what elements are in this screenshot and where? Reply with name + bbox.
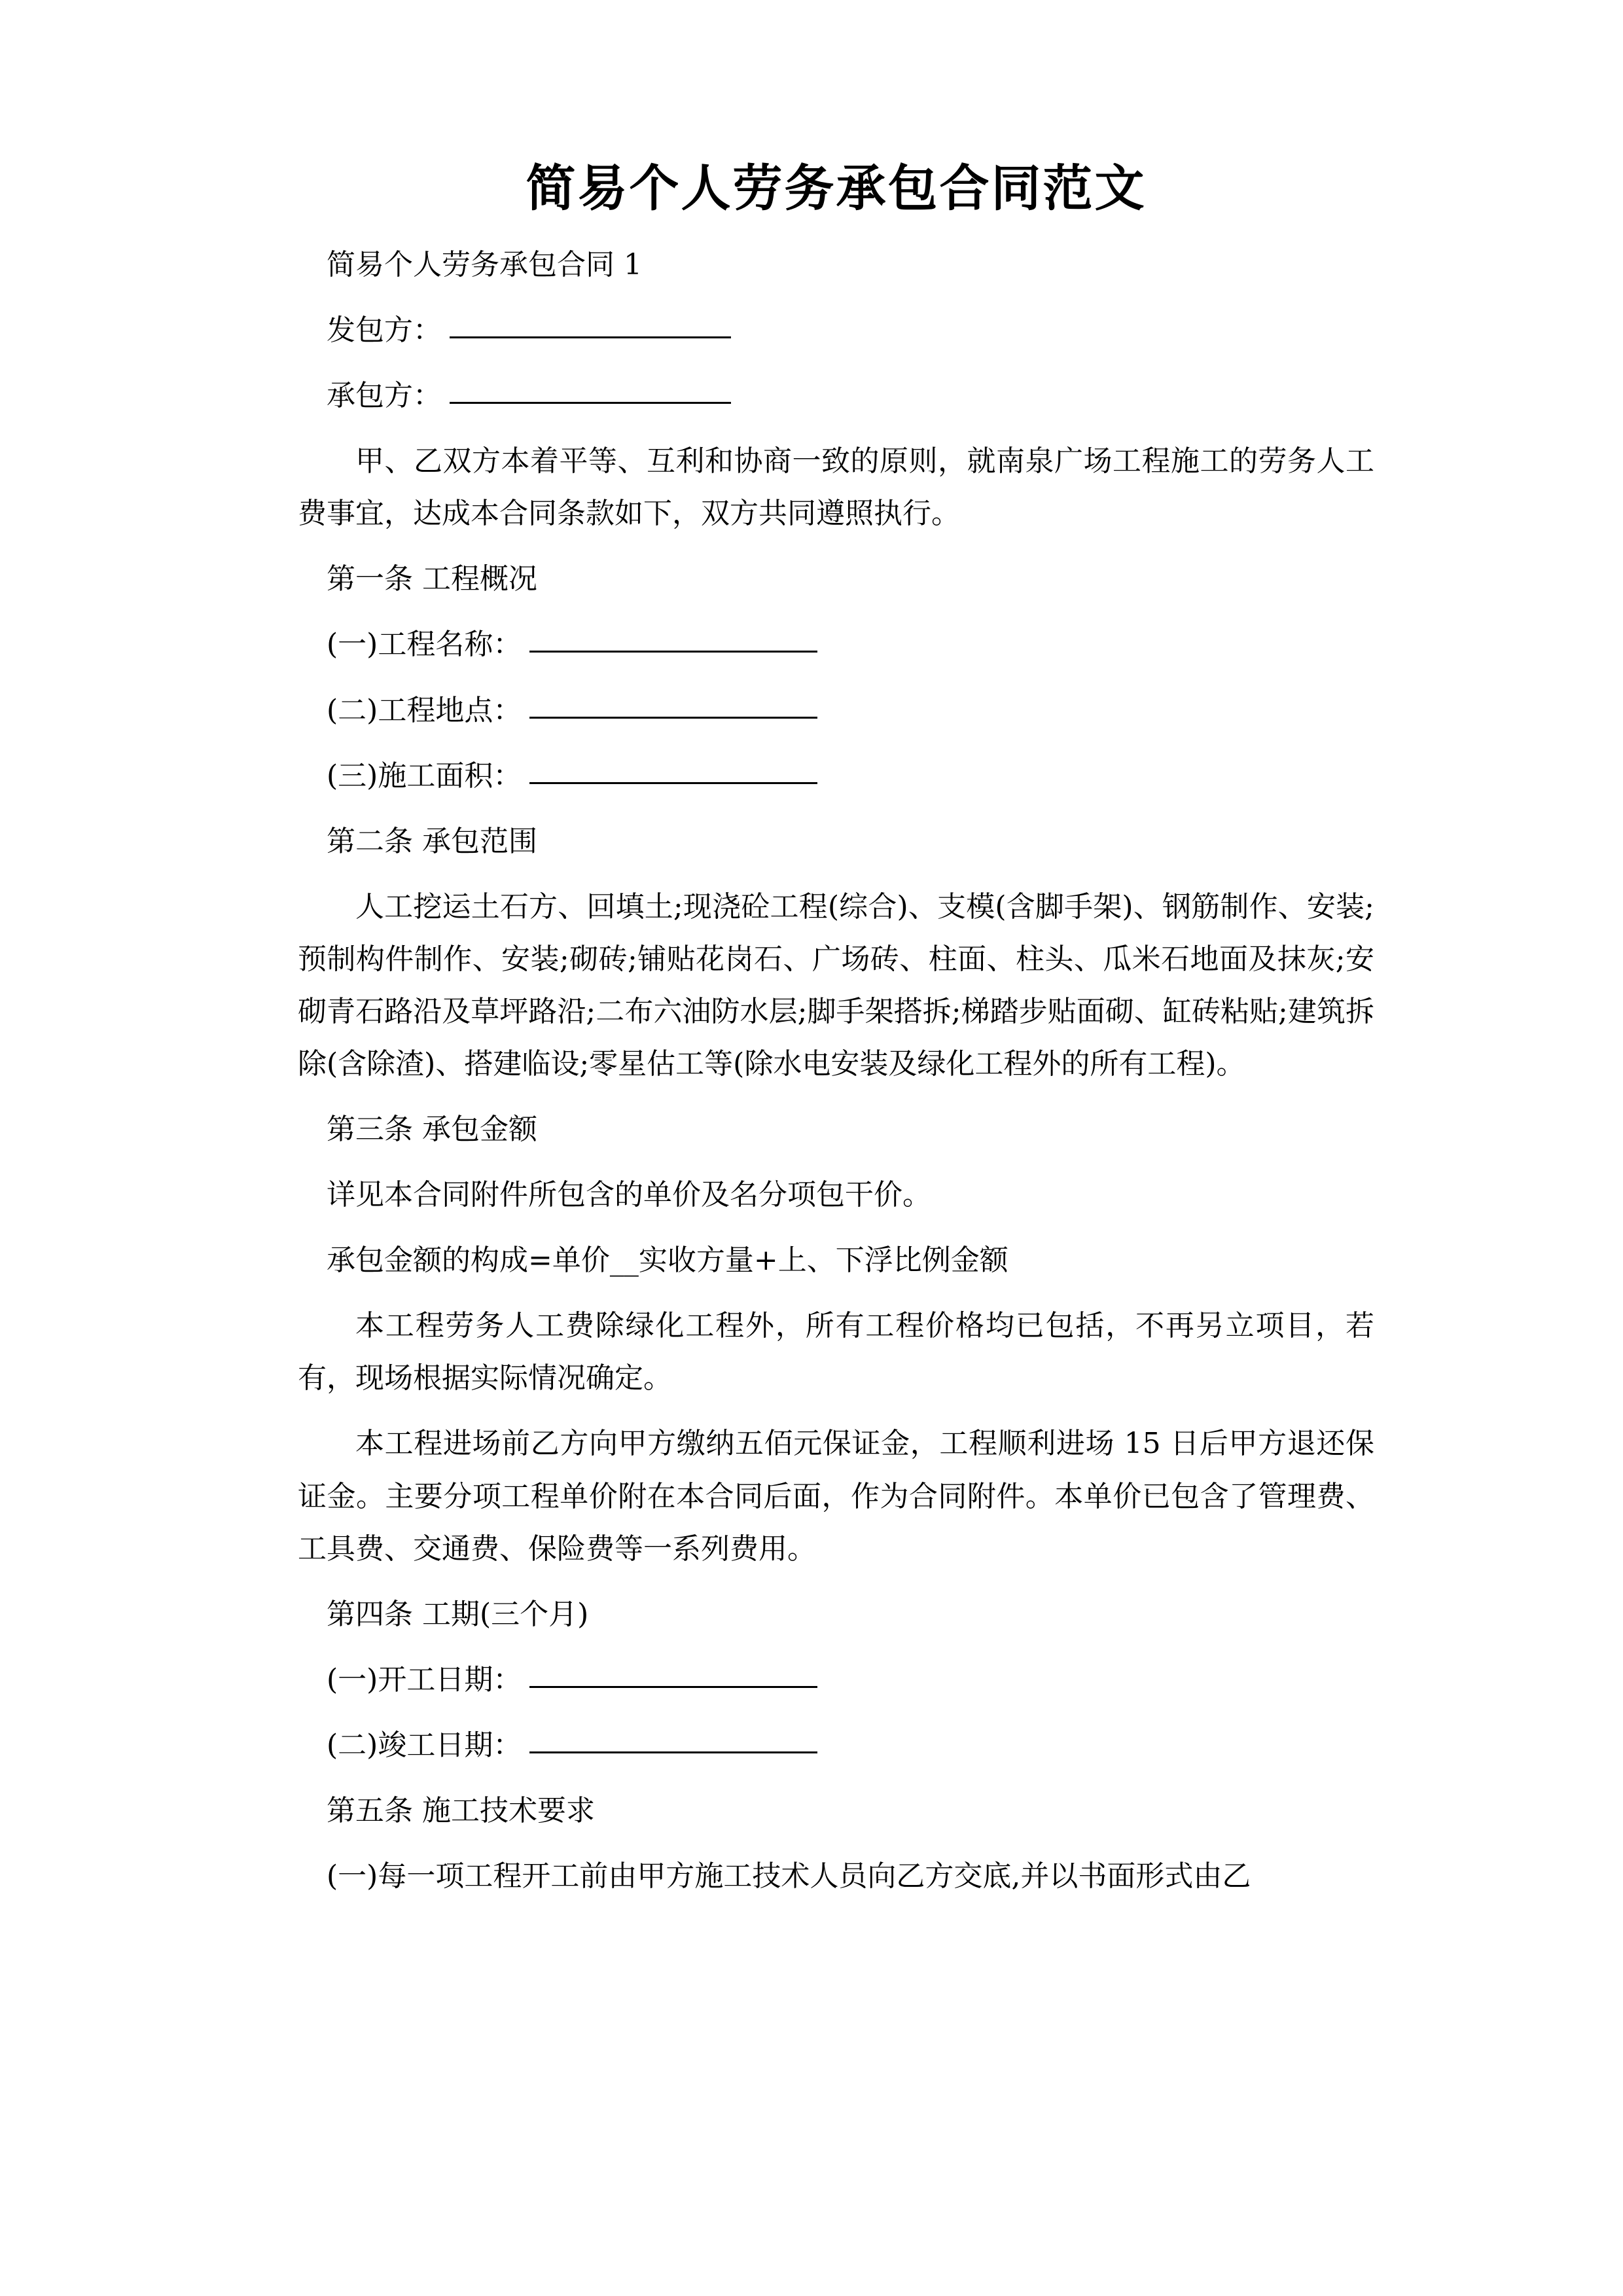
project-location-field-row	[298, 672, 1374, 737]
article-1-heading: 第一条 工程概况	[327, 562, 537, 596]
project-area-field-row	[298, 737, 1374, 802]
page-title: 简易个人劳务承包合同范文	[526, 159, 1147, 217]
contractor-label: 承包方：	[327, 379, 442, 413]
end-date-field-row	[298, 1706, 1374, 1772]
issuer-input[interactable]	[450, 336, 731, 338]
issuer-field-row	[298, 291, 1374, 357]
end-date-input[interactable]	[529, 1751, 817, 1753]
article-3-heading: 第三条 承包金额	[327, 1113, 537, 1147]
article-2-heading: 第二条 承包范围	[327, 824, 537, 858]
article-2-body: 人工挖运土石方、回填土;现浇砼工程(综合)、支模(含脚手架)、钢筋制作、安装;预制构件制作、安装;砌砖;铺贴花岗石、广场砖、柱面、柱头、瓜米石地面及抹灰;安砌青石路沿及草坪路沿;二布六油防水层;脚手架搭拆;梯踏步贴面砌、缸砖粘贴;建筑拆除(含除渣)、搭建临设;零星估工等(除水电安装及绿化工程外的所有工程)。	[298, 889, 1374, 1081]
issuer-label: 发包方：	[327, 314, 442, 348]
document-subtitle: 简易个人劳务承包合同 1	[327, 248, 642, 281]
article-5-item-1: (一)每一项工程开工前由甲方施工技术人员向乙方交底,并以书面形式由乙	[327, 1859, 1251, 1893]
document-content	[298, 0, 1374, 1903]
article-3-formula: 承包金额的构成=单价__实收方量+上、下浮比例金额	[327, 1244, 1008, 1278]
project-location-input[interactable]	[529, 717, 817, 719]
preamble-paragraph: 甲、乙双方本着平等、互利和协商一致的原则，就南泉广场工程施工的劳务人工费事宜，达成本合同条款如下，双方共同遵照执行。	[298, 444, 1374, 531]
start-date-field-row	[298, 1641, 1374, 1706]
article-3-paragraph-4: 本工程进场前乙方向甲方缴纳五佰元保证金，工程顺利进场 15 日后甲方退还保证金。主要分项工程单价附在本合同后面，作为合同附件。本单价已包含了管理费、工具费、交通费、保险费等一系列费用。	[298, 1427, 1374, 1566]
project-area-label: (三)施工面积：	[327, 759, 522, 793]
article-3-paragraph-1: 详见本合同附件所包含的单价及名分项包干价。	[327, 1178, 931, 1212]
start-date-input[interactable]	[529, 1686, 817, 1688]
end-date-label: (二)竣工日期：	[327, 1728, 522, 1762]
project-area-input[interactable]	[529, 782, 817, 784]
article-4-heading: 第四条 工期(三个月)	[327, 1597, 589, 1631]
article-5-heading: 第五条 施工技术要求	[327, 1793, 595, 1827]
contractor-input[interactable]	[450, 402, 731, 404]
project-name-field-row	[298, 605, 1374, 671]
project-location-label: (二)工程地点：	[327, 693, 522, 727]
start-date-label: (一)开工日期：	[327, 1662, 522, 1696]
article-3-paragraph-3: 本工程劳务人工费除绿化工程外，所有工程价格均已包括，不再另立项目，若有，现场根据实际情况确定。	[298, 1309, 1374, 1395]
project-name-label: (一)工程名称：	[327, 628, 522, 662]
project-name-input[interactable]	[529, 651, 817, 653]
contractor-field-row	[298, 357, 1374, 422]
